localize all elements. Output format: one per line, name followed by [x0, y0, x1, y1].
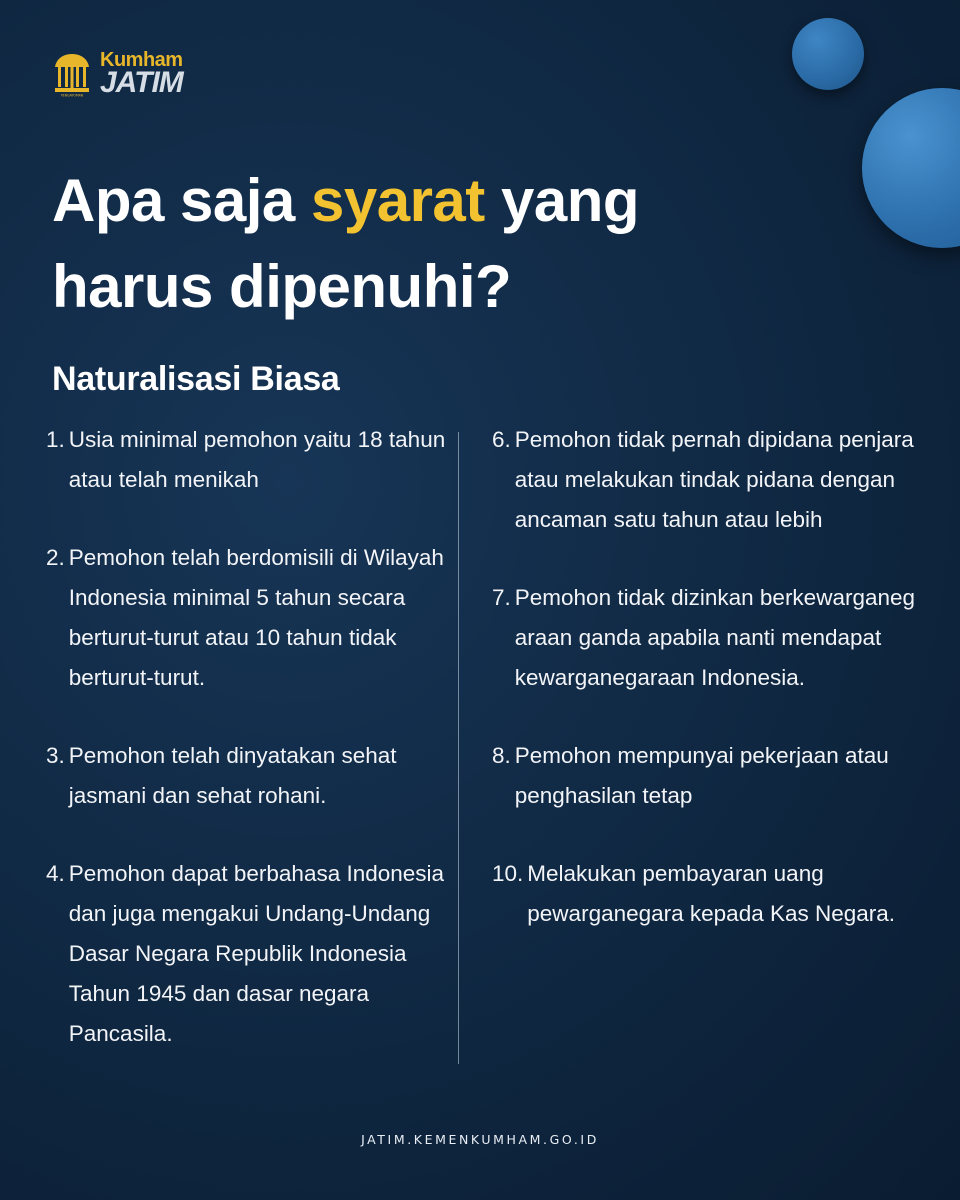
- section-title: Naturalisasi Biasa: [52, 360, 340, 398]
- item-number: 6.: [492, 427, 511, 452]
- headline-part2: yang harus dipenuhi?: [52, 167, 639, 320]
- item-number: 7.: [492, 585, 511, 610]
- item-text: Usia minimal pemohon yaitu 18 tahun atau telah menikah: [68, 427, 446, 492]
- item-number: 3.: [46, 743, 65, 768]
- item-text: Pemohon dapat berbahasa Indonesia dan juga mengakui Undang-Undang Dasar Negara Republik Indonesia Tahun 1945 dan dasar negara Pancasila.: [68, 861, 445, 1046]
- item-number: 4.: [46, 861, 65, 886]
- list-item: [492, 854, 922, 934]
- logo-text-kumham: Kumham: [100, 49, 183, 71]
- kumham-jatim-logo: [52, 50, 183, 98]
- list-item: [46, 538, 446, 698]
- website-url: JATIM.KEMENKUMHAM.GO.ID: [361, 1132, 599, 1147]
- item-text: Pemohon telah berdomisili di Wilayah Indonesia minimal 5 tahun secara berturut-turut atau 10 tahun tidak berturut-turut.: [68, 545, 444, 690]
- item-text: Pemohon tidak pernah dipidana penjara atau melakukan tindak pidana dengan ancaman satu tahun atau lebih: [514, 427, 914, 532]
- logo-text-jatim: JATIM: [100, 66, 183, 99]
- item-number: 2.: [46, 545, 65, 570]
- list-item: [492, 578, 922, 698]
- list-item: [46, 736, 446, 816]
- pengayoman-emblem-icon: [52, 51, 92, 97]
- headline: [52, 158, 812, 330]
- decorative-circle-large: [862, 88, 960, 248]
- item-text: Pemohon tidak dizinkan berkewarganeg araan ganda apabila nanti mendapat kewarganegaraan Indonesia.: [514, 585, 916, 690]
- decorative-circle-small: [792, 18, 864, 90]
- item-text: Pemohon mempunyai pekerjaan atau penghasilan tetap: [514, 743, 889, 808]
- item-text: Pemohon telah dinyatakan sehat jasmani dan sehat rohani.: [68, 743, 397, 808]
- item-number: 10.: [492, 861, 524, 886]
- item-number: 8.: [492, 743, 511, 768]
- item-text: Melakukan pembayaran uang pewarganegara kepada Kas Negara.: [527, 861, 896, 926]
- headline-part1: Apa saja: [52, 167, 311, 234]
- list-item: [46, 420, 446, 500]
- column-divider: [458, 432, 459, 1064]
- list-item: [492, 420, 922, 540]
- emblem-motto: PENGAYOMAN: [60, 93, 84, 97]
- item-number: 1.: [46, 427, 65, 452]
- headline-highlight: syarat: [310, 167, 485, 234]
- requirements-list-left: [46, 420, 446, 1092]
- list-item: [46, 854, 446, 1054]
- list-item: [492, 736, 922, 816]
- requirements-list-right: [492, 420, 922, 972]
